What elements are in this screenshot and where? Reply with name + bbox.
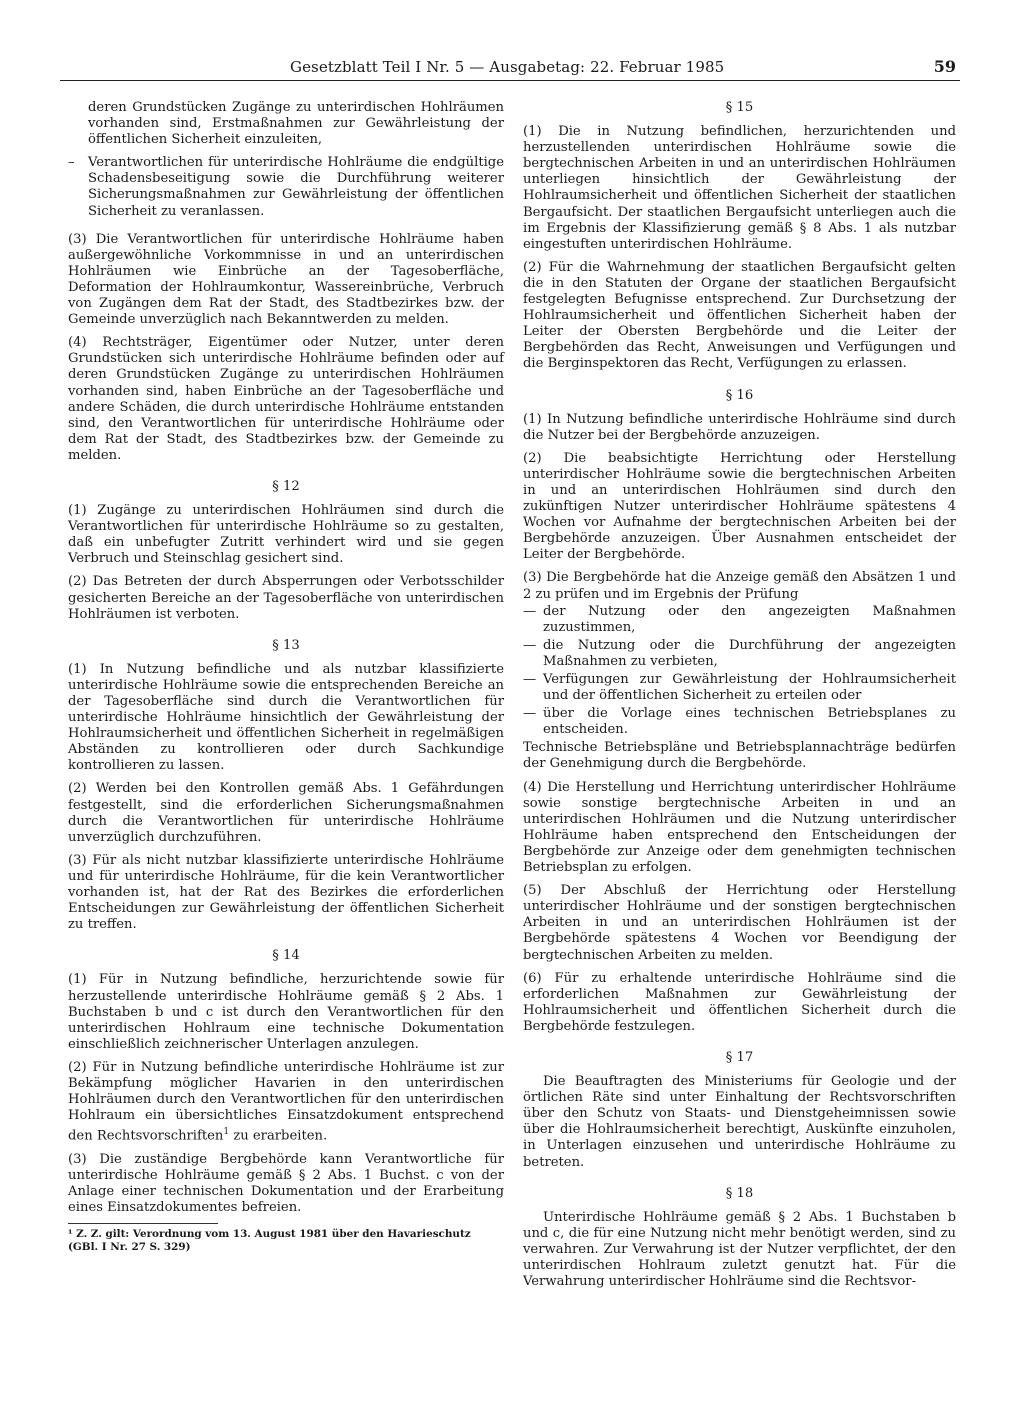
section-heading-14: § 14: [272, 948, 300, 964]
paragraph-16-1: (1) In Nutzung befindliche unterirdische Hohlräume sind durch die Nutzer bei der Bergbehörde anzuzeigen.: [523, 411, 956, 443]
section-heading-17: § 17: [725, 1049, 754, 1065]
paragraph-13-3: (3) Für als nicht nutzbar klassifizierte unterirdische Hohlräume und für unterirdische Hohlräume, für die kein Verantwortlicher vorhanden ist, hat der Rat des Bezirkes die erforderlichen Entscheidungen zur Gewährleistung der öffentlichen Sicherheit zu treffen.: [68, 852, 504, 933]
dash-mark: —: [523, 706, 537, 722]
paragraph-16-5: (5) Der Abschluß der Herrichtung oder Herstellung unterirdischer Hohlräume und der sonstigen bergtechnischen Arbeiten in und an unterirdischen Hohlräumen ist der Bergbehörde spätestens 4 Wochen vor Beendigung der bergtechnischen Arbeiten zu melden.: [523, 883, 956, 963]
paragraph-12-1: (1) Zugänge zu unterirdischen Hohlräumen sind durch die Verantwortlichen für unterirdische Hohlräume so zu gestalten, daß ein unbefugter Zutritt verhindert wird und sie gegen Verbruch und Steinschlag gesichert sind.: [68, 503, 504, 567]
paragraph-14-1: (1) Für in Nutzung befindliche, herzurichtende sowie für herzustellende unterirdische Hohlräume gemäß § 2 Abs. 1 Buchstaben b und c ist durch den Verantwortlichen für den unterirdischen Hohlraum eine technische Dokumentation einschließlich zeichnerischer Unterlagen anzulegen.: [68, 972, 504, 1052]
dash-mark: —: [523, 603, 537, 619]
paragraph-11-3: (3) Die Verantwortlichen für unterirdische Hohlräume haben außergewöhnliche Vorkommnisse in und an unterirdischen Hohlräumen wie Einbrüche an der Tagesoberfläche, Deformation der Hohlraumkontur, Wassereinbrüche, Verbruch von Zugängen dem Rat der Stadt, des Stadtbezirkes bzw. der Gemeinde unverzüglich nach Bekanntwerden zu melden.: [68, 231, 504, 328]
paragraph-15-1: (1) Die in Nutzung befindlichen, herzurichtenden und herzustellenden unterirdischen Hohlräume sowie die bergtechnischen Arbeiten in und an unterirdischen Hohlräumen unterliegen hinsichtlich der Gewährleistung der Hohlraumsicherheit und öffentlichen Sicherheit der staatlichen Bergaufsicht. Der staatlichen Bergaufsicht unterliegen auch die im Ergebnis der Klassifizierung gemäß § 8 Abs. 1 als nutzbar eingestuften unterirdischen Hohlräume.: [523, 124, 956, 252]
list-item: [523, 604, 956, 636]
dash-mark: —: [523, 672, 537, 687]
dash-mark: –: [68, 155, 75, 171]
dash-text: Verantwortlichen für unterirdische Hohlräume die endgültige Schadensbeseitigung sowie die Durchführung weiterer Sicherungsmaßnahmen zur Gewährleistung der öffentlichen Sicherheit zu veranlassen.: [88, 155, 504, 219]
paragraph-14-2-end: zu erarbeiten.: [229, 1128, 328, 1144]
paragraph-12-2: (2) Das Betreten der durch Absperrungen oder Verbotsschilder gesicherten Bereiche an der Tagesoberfläche von unterirdischen Hohlräumen ist verboten.: [68, 574, 504, 622]
list-item: [523, 638, 956, 670]
left-column: [68, 100, 504, 1254]
right-column: [523, 100, 956, 1297]
continued-dash-item: [68, 155, 504, 219]
paragraph-16-3: (3) Die Bergbehörde hat die Anzeige gemäß den Absätzen 1 und 2 zu prüfen und im Ergebnis der Prüfung: [523, 570, 956, 602]
section-heading-16: § 16: [725, 387, 754, 403]
paragraph-14-2-text: (2) Für in Nutzung befindliche unterirdische Hohlräume ist zur Bekämpfung möglicher Havarien in den unterirdischen Hohlräumen durch den Verantwortlichen für den unterirdischen Hohlraum ein übersichtliches Einsatzdokument entsprechend den Rechtsvorschriften: [68, 1059, 504, 1144]
list-item-text: der Nutzung oder den angezeigten Maßnahmen zuzustimmen,: [543, 603, 956, 635]
section-heading-12: § 12: [272, 478, 300, 494]
list-item-text: über die Vorlage eines technischen Betriebsplanes zu entscheiden.: [543, 706, 956, 738]
paragraph-15-2: (2) Für die Wahrnehmung der staatlichen Bergaufsicht gelten die in den Statuten der Organe der staatlichen Bergaufsicht festgelegten Befugnisse entsprechend. Zur Durchsetzung der Hohlraumsicherheit und öffentlichen Sicherheit haben der Leiter der Obersten Bergbehörde und die Leiter der Bergbehörden das Recht, Anweisungen und Verfügungen und die Berginspektoren das Recht, Verfügungen zu erlassen.: [523, 259, 956, 372]
footnote-divider: [68, 1223, 218, 1224]
list-item: [523, 672, 956, 704]
paragraph-16-6: (6) Für zu erhaltende unterirdische Hohlräume sind die erforderlichen Maßnahmen zur Gewährleistung der Hohlraumsicherheit und öffentlichen Sicherheit durch die Bergbehörde festzulegen.: [523, 970, 956, 1034]
paragraph-14-3: (3) Die zuständige Bergbehörde kann Verantwortliche für unterirdische Hohlräume gemäß § 2 Abs. 1 Buchst. c von der Anlage einer technischen Dokumentation und der Erarbeitung eines Einsatzdokumentes befreien.: [68, 1151, 504, 1215]
page-number: 59: [933, 57, 956, 76]
paragraph-11-4: (4) Rechtsträger, Eigentümer oder Nutzer, unter deren Grundstücken sich unterirdische Hohlräume befinden oder auf deren Grundstücken Zugänge zu unterirdischen Hohlräumen vorhanden sind, haben Einbrüche an der Tagesoberfläche und andere Schäden, die durch unterirdische Hohlräume entstanden sind, den Verantwortlichen für unterirdische Hohlräume oder dem Rat der Stadt, des Stadtbezirkes bzw. der Gemeinde zu melden.: [68, 335, 504, 463]
paragraph-16-4: (4) Die Herstellung und Herrichtung unterirdischer Hohlräume sowie sonstige bergtechnische Arbeiten in und an unterirdischen Hohlräumen und die Nutzung unterirdischer Hohlräume haben entsprechend den Entscheidungen der Bergbehörde zur Anzeige oder dem genehmigten technischen Betriebsplan zu erfolgen.: [523, 779, 956, 876]
footnote-reference: 1: [223, 1127, 230, 1138]
footnote: ¹ Z. Z. gilt: Verordnung vom 13. August 1981 über den Havarieschutz (GBl. I Nr. 27 S. 329): [68, 1228, 471, 1254]
continued-paragraph: deren Grundstücken Zugänge zu unterirdischen Hohlräumen vorhanden sind, Erstmaßnahmen zur Gewährleistung der öffentlichen Sicherheit einzuleiten,: [88, 100, 504, 148]
paragraph-13-1: (1) In Nutzung befindliche und als nutzbar klassifizierte unterirdische Hohlräume sowie die entsprechenden Bereiche an der Tagesoberfläche sind durch die Verantwortlichen für unterirdische Hohlräume hinsichtlich der Gewährleistung der Hohlraumsicherheit und öffentlichen Sicherheit in regelmäßigen Abständen zu kontrollieren oder durch Sachkundige kontrollieren zu lassen.: [68, 661, 504, 774]
list-item: [523, 706, 956, 738]
header-title: Gesetzblatt Teil I Nr. 5 — Ausgabetag: 22. Februar 1985: [290, 58, 725, 76]
section-heading-18: § 18: [725, 1185, 754, 1201]
paragraph-13-2: (2) Werden bei den Kontrollen gemäß Abs. 1 Gefährdungen festgestellt, sind die erforderlichen Sicherungsmaßnahmen durch die Verantwortlichen für unterirdische Hohlräume unverzüglich durchzuführen.: [68, 781, 504, 845]
paragraph-16-2: (2) Die beabsichtigte Herrichtung oder Herstellung unterirdischer Hohlräume sowie die bergtechnischen Arbeiten in und an unterirdischen Hohlräumen sind durch den zukünftigen Nutzer unterirdischer Hohlräume spätestens 4 Wochen vor Aufnahme der bergtechnischen Arbeiten bei der Bergbehörde anzuzeigen. Über Ausnahmen entscheidet der Leiter der Bergbehörde.: [523, 450, 956, 563]
paragraph-18: Unterirdische Hohlräume gemäß § 2 Abs. 1 Buchstaben b und c, die für eine Nutzung nicht mehr benötigt werden, sind zu verwahren. Zur Verwahrung ist der Nutzer verpflichtet, der den unterirdischen Hohlraum zuletzt genutzt hat. Für die Verwahrung unterirdischer Hohlräume sind die Rechtsvor-: [523, 1209, 956, 1290]
dash-mark: —: [523, 637, 537, 653]
page-header: [60, 48, 960, 81]
section-heading-13: § 13: [272, 637, 300, 653]
paragraph-14-2: [68, 1060, 504, 1145]
paragraph-16-3-continued: Technische Betriebspläne und Betriebsplannachträge bedürfen der Genehmigung durch die Bergbehörde.: [523, 740, 956, 772]
section-heading-15: § 15: [725, 100, 754, 115]
list-item-text: die Nutzung oder die Durchführung der angezeigten Maßnahmen zu verbieten,: [543, 637, 956, 669]
paragraph-17: Die Beauftragten des Ministeriums für Geologie und der örtlichen Räte sind unter Einhaltung der Rechtsvorschriften über den Schutz von Staats- und Dienstgeheimnissen sowie über die Hohlraumsicherheit berechtigt, Auskünfte einzuholen, in Unterlagen einzusehen und unterirdische Hohlräume zu betreten.: [523, 1074, 956, 1170]
list-item-text: Verfügungen zur Gewährleistung der Hohlraumsicherheit und der öffentlichen Sicherheit zu erteilen oder: [543, 672, 956, 704]
